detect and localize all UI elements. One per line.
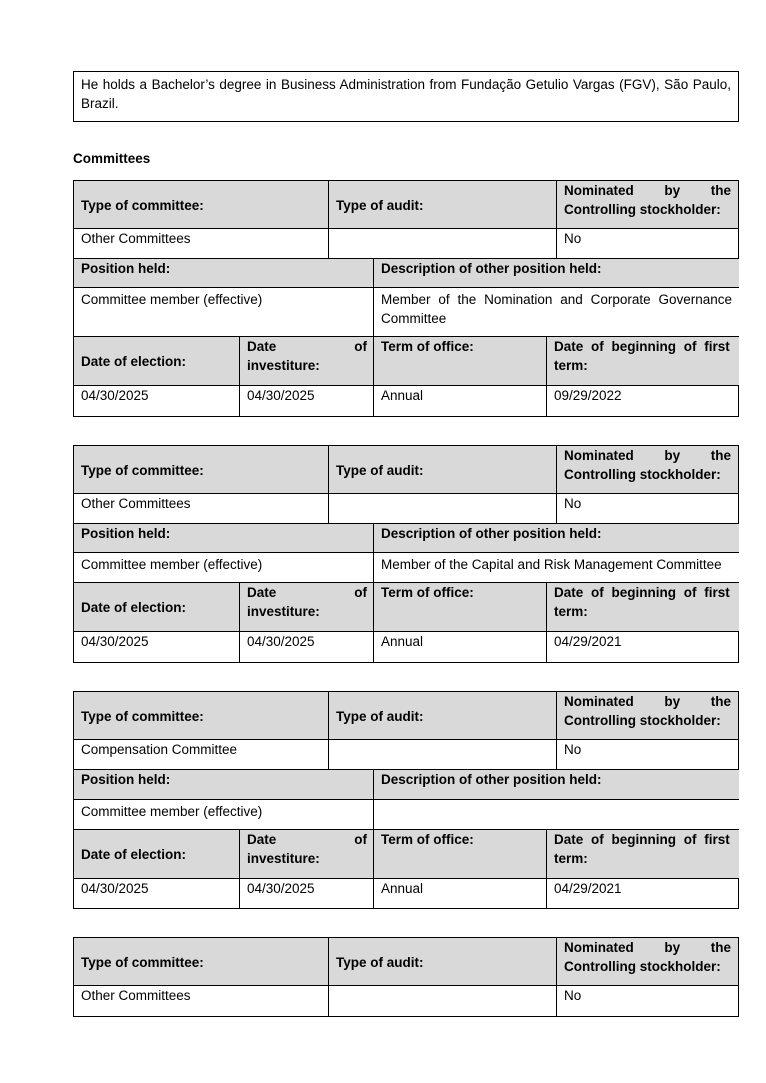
value-type-of-committee: Compensation Committee: [73, 739, 329, 770]
value-type-of-audit: [328, 739, 557, 770]
value-type-of-committee: Other Committees: [73, 228, 329, 259]
label-term-of-office: Term of office:: [373, 336, 547, 386]
label-type-of-audit: Type of audit:: [328, 937, 557, 986]
label-nominated: Nominated by the Controlling stockholder:: [556, 937, 739, 986]
label-date-of-investiture: Date of investiture:: [239, 582, 374, 632]
value-type-of-committee: Other Committees: [73, 985, 329, 1017]
label-position-held: Position held:: [73, 769, 374, 800]
value-type-of-audit: [328, 493, 557, 524]
value-description-other: [373, 799, 739, 830]
value-date-of-investiture: 04/30/2025: [239, 878, 374, 909]
label-date-of-investiture: Date of investiture:: [239, 336, 374, 386]
value-nominated: No: [556, 493, 739, 524]
label-date-beginning-first-term: Date of beginning of first term:: [546, 829, 739, 879]
education-text-box: [73, 71, 739, 122]
label-type-of-audit: Type of audit:: [328, 445, 557, 494]
value-description-other: Member of the Nomination and Corporate Governance Committee: [373, 287, 739, 337]
education-text: He holds a Bachelor’s degree in Business Administration from Fundação Getulio Vargas (FGV), São Paulo, Brazil.: [81, 77, 731, 111]
label-date-of-election: Date of election:: [73, 336, 240, 386]
label-description-other: Description of other position held:: [373, 258, 739, 288]
label-nominated: Nominated by the Controlling stockholder:: [556, 445, 739, 494]
label-date-beginning-first-term: Date of beginning of first term:: [546, 582, 739, 632]
label-term-of-office: Term of office:: [373, 829, 547, 879]
label-position-held: Position held:: [73, 523, 374, 553]
value-date-of-election: 04/30/2025: [73, 631, 240, 663]
label-date-of-election: Date of election:: [73, 582, 240, 632]
label-date-of-investiture: Date of investiture:: [239, 829, 374, 879]
label-type-of-committee: Type of committee:: [73, 691, 329, 740]
value-date-of-investiture: 04/30/2025: [239, 631, 374, 663]
committee-table-2: [73, 445, 739, 682]
value-term-of-office: Annual: [373, 631, 547, 663]
value-date-of-election: 04/30/2025: [73, 878, 240, 909]
label-type-of-committee: Type of committee:: [73, 180, 329, 229]
value-date-beginning-first-term: 09/29/2022: [546, 385, 739, 417]
label-type-of-audit: Type of audit:: [328, 691, 557, 740]
value-nominated: No: [556, 985, 739, 1017]
value-date-of-election: 04/30/2025: [73, 385, 240, 417]
value-position-held: Committee member (effective): [73, 799, 374, 830]
value-position-held: Committee member (effective): [73, 287, 374, 337]
label-type-of-audit: Type of audit:: [328, 180, 557, 229]
value-type-of-audit: [328, 228, 557, 259]
label-nominated: Nominated by the Controlling stockholder:: [556, 180, 739, 229]
value-nominated: No: [556, 739, 739, 770]
value-nominated: No: [556, 228, 739, 259]
committee-table-1: [73, 180, 739, 417]
label-description-other: Description of other position held:: [373, 523, 739, 553]
label-description-other: Description of other position held:: [373, 769, 739, 800]
label-date-beginning-first-term: Date of beginning of first term:: [546, 336, 739, 386]
committee-table-3: [73, 691, 739, 928]
label-type-of-committee: Type of committee:: [73, 937, 329, 986]
label-date-of-election: Date of election:: [73, 829, 240, 879]
value-term-of-office: Annual: [373, 878, 547, 909]
value-type-of-audit: [328, 985, 557, 1017]
value-date-beginning-first-term: 04/29/2021: [546, 878, 739, 909]
label-position-held: Position held:: [73, 258, 374, 288]
value-position-held: Committee member (effective): [73, 552, 374, 583]
value-date-beginning-first-term: 04/29/2021: [546, 631, 739, 663]
value-term-of-office: Annual: [373, 385, 547, 417]
value-description-other: Member of the Capital and Risk Management Committee: [373, 552, 739, 583]
label-nominated: Nominated by the Controlling stockholder:: [556, 691, 739, 740]
value-date-of-investiture: 04/30/2025: [239, 385, 374, 417]
section-title-committees: Committees: [73, 151, 151, 166]
value-type-of-committee: Other Committees: [73, 493, 329, 524]
label-type-of-committee: Type of committee:: [73, 445, 329, 494]
label-term-of-office: Term of office:: [373, 582, 547, 632]
committee-table-4: [73, 937, 739, 1017]
